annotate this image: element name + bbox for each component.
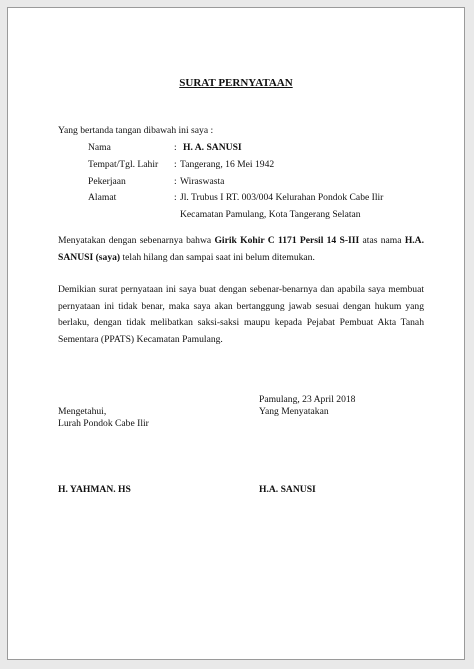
document-title: SURAT PERNYATAAN	[179, 77, 293, 89]
field-colon: :	[174, 192, 177, 203]
intro-text: Yang bertanda tangan dibawah ini saya :	[58, 125, 214, 136]
field-value-birth: Tangerang, 16 Mei 1942	[180, 159, 275, 170]
owner-name-reference: H.A. SANUSI (saya)	[58, 235, 424, 263]
field-value-name: H. A. SANUSI	[183, 142, 242, 153]
document-page	[7, 7, 465, 660]
field-value-address-line2: Kecamatan Pamulang, Kota Tangerang Selatan	[180, 209, 361, 220]
land-title-reference: Girik Kohir C 1171 Persil 14 S-III	[214, 235, 360, 246]
declarant-label: Yang Menyatakan	[259, 406, 329, 417]
field-label-address: Alamat	[88, 192, 117, 203]
closing-paragraph: Demikian surat pernyataan ini saya buat dengan sebenar-benarnya dan apabila saya membuat pernyataan ini tidak benar, maka saya akan bertanggung jawab sesuai dengan hukum yang berlaku, dengan tidak melibatkan saksi-saksi maupu kepada Pejabat Pembuat Akta Tanah Sementara (PPATS) Kecamatan Pamulang.	[58, 284, 424, 345]
place-date: Pamulang, 23 April 2018	[259, 394, 356, 405]
field-value-address: Jl. Trubus I RT. 003/004 Kelurahan Pondok Cabe Ilir	[180, 192, 384, 203]
declarant-name: H.A. SANUSI	[259, 484, 316, 495]
field-colon: :	[174, 142, 177, 153]
field-colon: :	[174, 159, 177, 170]
witness-label: Mengetahui,	[58, 406, 107, 417]
witness-title: Lurah Pondok Cabe Ilir	[58, 418, 149, 429]
witness-name: H. YAHMAN. HS	[58, 484, 131, 495]
field-colon: :	[174, 176, 177, 187]
field-value-occupation: Wiraswasta	[180, 176, 225, 187]
field-label-birth: Tempat/Tgl. Lahir	[88, 159, 159, 170]
statement-paragraph: Menyatakan dengan sebenarnya bahwa Girik Kohir C 1171 Persil 14 S-III atas nama H.A. SANUSI (saya) telah hilang dan sampai saat ini belum ditemukan.	[58, 235, 424, 263]
field-label-name: Nama	[88, 142, 111, 153]
field-label-occupation: Pekerjaan	[88, 176, 126, 187]
